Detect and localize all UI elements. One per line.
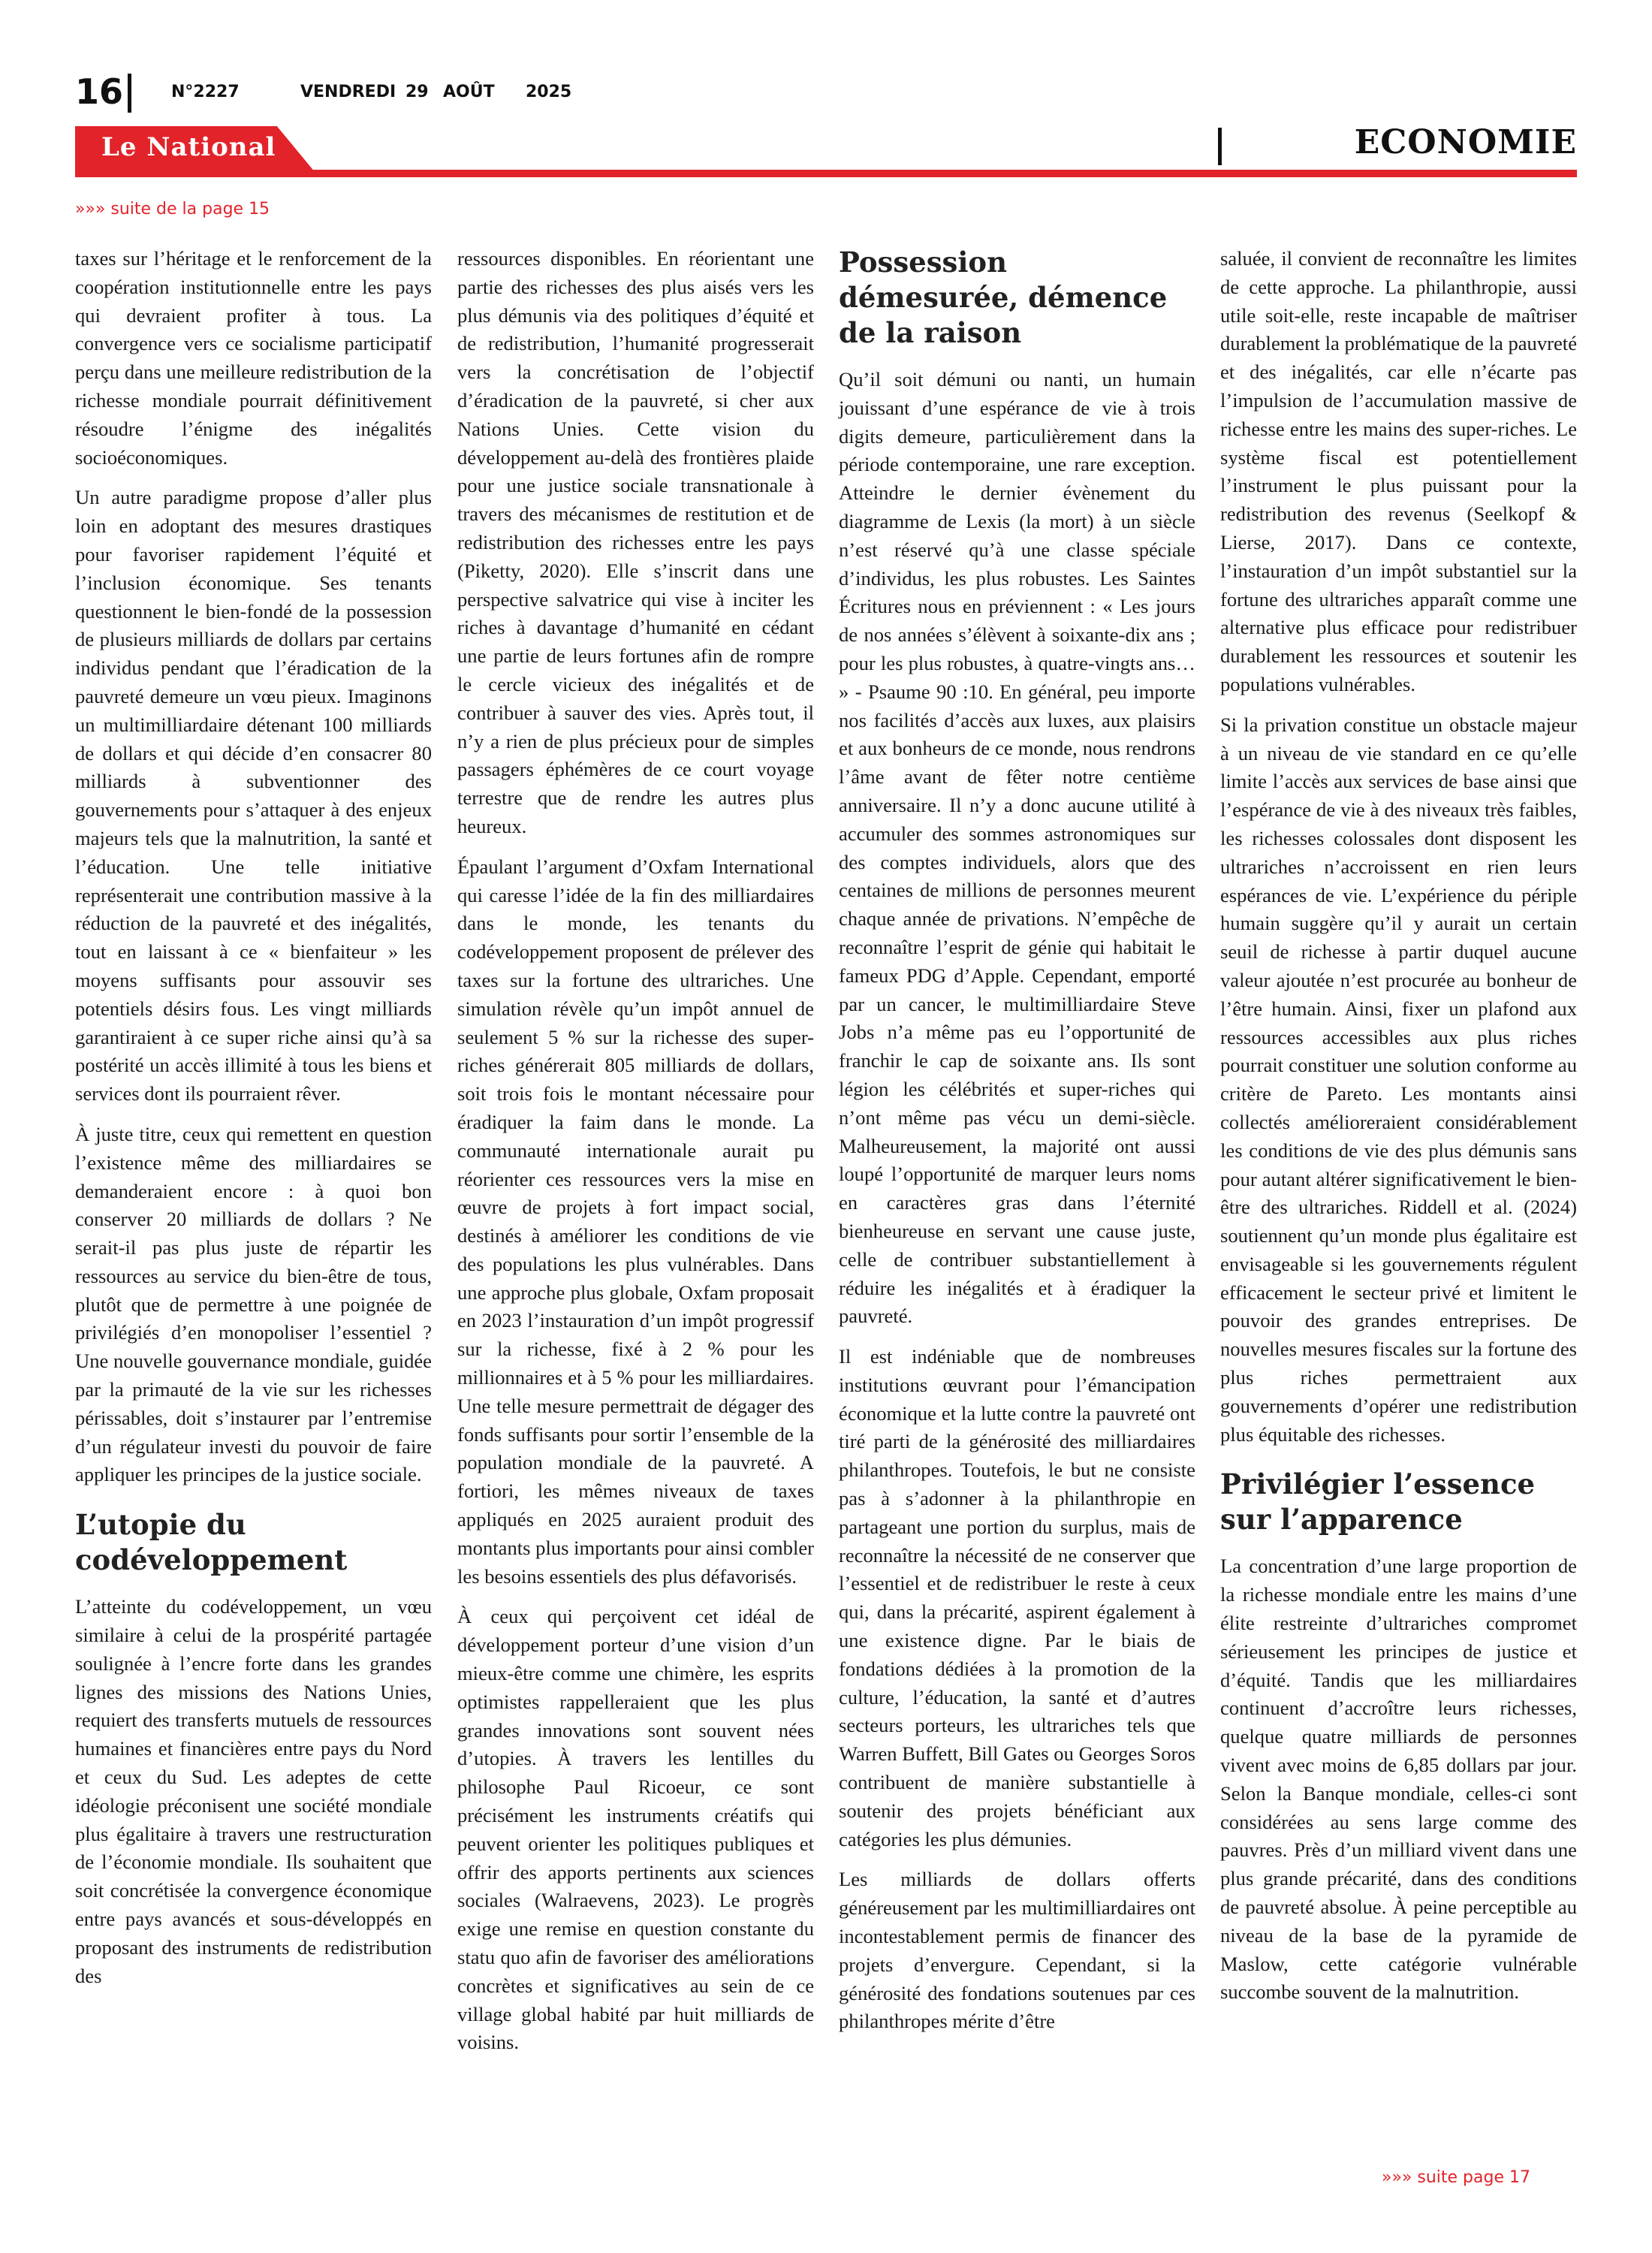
issue-number: N°2227 [171,83,240,101]
paragraph: Les milliards de dollars offerts généreusement par les multimilliardaires ont incontestablement permis de financer des projets d’envergure. Cependant, si la générosité des fondations soutenues par ces philanthropes mérite d’être [839,1868,1195,2033]
page-number-divider [128,74,131,113]
paragraph: Qu’il soit démuni ou nanti, un humain jouissant d’une espérance de vie à trois digits demeure, particulièrement dans la période contemporaine, une rare exception. Atteindre le dernier évènement du diagramme de Lexis (la mort) à un siècle n’est réservé qu’à une classe spéciale d’individus, les plus robustes. Les Saintes Écritures nous en préviennent : « Les jours de nos années s’élèvent à soixante-dix ans ; pour les plus robustes, à quatre-vingts ans… » - Psaume 90 :10. En général, peu importe nos facilités d’accès aux luxes, aux plaisirs et aux bonheurs de ce monde, nous rendrons l’âme avant de fêter notre centième anniversaire. Il n’y a donc aucune utilité à accumuler des sommes astronomiques sur des comptes individuels, alors que des centaines de millions de personnes meurent chaque année de privations. N’empêche de reconnaître l’esprit de génie qui habitait le fameux PDG d’Apple. Cependant, emporté par un cancer, le multimilliardaire Steve Jobs n’a même pas eu l’opportunité de franchir le cap de soixante ans. Ils sont légion les célébrités et super-riches qui n’ont même pas vécu un demi-siècle. Malheureusement, la majorité ont aussi loupé l’opportunité de marquer leurs noms en caractères gras dans l’éternité bienheureuse en servant une cause juste, celle de contribuer substantiellement à réduire les inégalités et à éradiquer la pauvreté. [839,368,1195,1328]
continued-next-link[interactable]: »»» suite page 17 [1382,2168,1530,2187]
article-column-4 [1220,245,1577,2019]
header-rule [75,170,1577,177]
header-meta [75,69,1577,114]
paragraph: ressources disponibles. En réorientant une partie des richesses des plus aisés vers les plus démunis via des politiques d’équité et de redistribution, l’humanité progresserait vers la concrétisation de l’objectif d’éradication de la pauvreté, si cher aux Nations Unies. Cette vision du développement au-delà des frontières plaide pour une justice sociale transnationale à travers des mécanismes de restitution et de redistribution des richesses entre les pays (Piketty, 2020). Elle s’inscrit dans une perspective salvatrice qui vise à inciter les riches à davantage d’humanité en cédant une partie de leurs fortunes afin de rompre le cercle vicieux des inégalités et de contribuer à sauver des vies. Après tout, il n’y a rien de plus précieux pour de simples passagers éphémères de ce court voyage terrestre que de rendre les autres plus heureux. [457,247,814,837]
article-column-3 [839,245,1195,2048]
paragraph: La concentration d’une large proportion de la richesse mondiale entre les mains d’une élite restreinte d’ultrariches compromet sérieusement les principes de justice et d’équité. Tandis que les milliardaires continuent d’accroître leurs richesses, quelque quatre milliards de personnes vivent avec moins de 6,85 dollars par jour. Selon la Banque mondiale, celles-ci sont considérées au sens large comme des pauvres. Près d’un milliard vivent dans une plus grande précarité, dans des conditions de pauvreté absolue. À peine perceptible au niveau de la base de la pyramide de Maslow, cette catégorie vulnérable succombe souvent de la malnutrition. [1220,1555,1577,2004]
page-number: 16 [75,71,124,112]
paragraph: À ceux qui perçoivent cet idéal de développement porteur d’une vision d’un mieux-être comme une chimère, les esprits optimistes rappelleraient que les plus grandes innovations sont souvent nées d’utopies. À travers les lentilles du philosophe Paul Ricoeur, ce sont précisément les instruments créatifs qui peuvent orienter les politiques publiques et offrir des apports pertinents aux sciences sociales (Walraevens, 2023). Le progrès exige une remise en question constante du statu quo afin de favoriser des améliorations concrètes et significatives au sein de ce village global habité par huit milliards de voisins. [457,1605,814,2054]
paragraph: L’atteinte du codéveloppement, un vœu similaire à celui de la prospérité partagée soulignée à l’encre forte dans les grandes lignes des missions des Nations Unies, requiert des transferts mutuels de ressources humaines et financières entre pays du Nord et ceux du Sud. Les adeptes de cette idéologie préconisent une société mondiale plus égalitaire à travers une restructuration de l’économie mondiale. Ils souhaitent que soit concrétisée la convergence économique entre pays avancés et sous-développés en proposant des instruments de redistribution des [75,1595,432,1987]
section-title: ECONOMIE [1354,123,1577,161]
article-column-2 [457,245,814,2069]
newspaper-brand: Le National [101,132,276,162]
paragraph: À juste titre, ceux qui remettent en question l’existence même des milliardaires se demanderaient encore : à quoi bon conserver 20 milliards de dollars ? Ne serait-il pas plus juste de répartir les ressources au service du bien-être de tous, plutôt que de permettre à une poignée de privilégiés d’en monopoliser l’essentiel ? Une nouvelle gouvernance mondiale, guidée par la primauté de la vie sur les richesses périssables, doit s’instaurer par l’entremise d’un régulateur investi du pouvoir de faire appliquer les principes de la justice sociale. [75,1122,432,1486]
issue-day: 29 [405,83,429,101]
issue-month: AOÛT [443,83,495,101]
paragraph: taxes sur l’héritage et le renforcement de la coopération institutionnelle entre les pays qui devraient profiter à tous. La convergence vers ce socialisme participatif perçu dans une meilleure redistribution de la richesse mondiale pourrait définitivement résoudre l’énigme des inégalités socioéconomiques. [75,247,432,469]
section-divider [1218,128,1222,165]
issue-weekday: VENDREDI [300,83,396,101]
subheading-codeveloppement: L’utopie du codéveloppement [75,1508,348,1577]
subheading-essence: Privilégier l’essence sur l’apparence [1220,1467,1536,1537]
paragraph: saluée, il convient de reconnaître les limites de cette approche. La philanthropie, aussi utile soit-elle, reste incapable de maîtriser durablement la problématique de la pauvreté et des inégalités, car elle n’écarte pas l’impulsion de l’accumulation massive de richesse entre les mains des super-riches. Le système fiscal est potentiellement l’instrument le plus puissant pour la redistribution des revenus (Seelkopf & Lierse, 2017). Dans ce contexte, l’instauration d’un impôt substantiel sur la fortune des ultrariches apparaît comme une alternative plus efficace pour redistribuer durablement les ressources et soutenir les populations vulnérables. [1220,247,1577,695]
paragraph: Épaulant l’argument d’Oxfam International qui caresse l’idée de la fin des milliardaires dans le monde, les tenants du codéveloppement proposent de prélever des taxes sur la fortune des ultrariches. Une simulation révèle qu’un impôt annuel de seulement 5 % sur la richesse des super-riches générerait 805 milliards de dollars, soit trois fois le montant nécessaire pour éradiquer la faim dans le monde. La communauté internationale aurait pu réorienter ces ressources vers la mise en œuvre de projets à fort impact social, destinés à améliorer les conditions de vie des populations les plus vulnérables. Dans une approche plus globale, Oxfam proposait en 2023 l’instauration d’un impôt progressif sur la richesse, fixé à 2 % pour les millionnaires et à 5 % pour les milliardaires. Une telle mesure permettrait de dégager des fonds suffisants pour sortir l’ensemble de la population mondiale de la pauvreté. A fortiori, les mêmes niveaux de taxes appliqués en 2025 auraient produit des montants plus importants pour ainsi combler les besoins essentiels des plus défavorisés. [457,855,814,1588]
paragraph: Un autre paradigme propose d’aller plus loin en adoptant des mesures drastiques pour favoriser rapidement l’équité et l’inclusion économique. Ses tenants questionnent le bien-fondé de la possession de plusieurs milliards de dollars par certains individus pendant que l’éradication de la pauvreté demeure un vœu pieux. Imaginons un multimilliardaire détenant 100 milliards de dollars et qui décide d’en consacrer 80 milliards à subventionner des gouvernements pour s’attaquer à des enjeux majeurs tels que la malnutrition, la santé et l’éducation. Une telle initiative représenterait une contribution massive à la réduction de la pauvreté et des inégalités, tout en laissant à ce « bienfaiteur » les moyens suffisants pour assouvir ses potentiels désirs fous. Les vingt milliards garantiraient à ce super riche ainsi qu’à sa postérité un accès illimité à tous les biens et services dont ils pourraient rêver. [75,486,432,1105]
issue-year: 2025 [526,83,572,101]
article-column-1 [75,245,432,2002]
paragraph: Si la privation constitue un obstacle majeur à un niveau de vie standard en ce qu’elle limite l’accès aux services de base ainsi que l’espérance de vie à des niveaux très faibles, les richesses colossales dont disposent les ultrariches n’accroissent en rien leurs espérances de vie. L’expérience du périple humain suggère qu’il y aurait un certain seuil de richesse à partir duquel aucune valeur ajoutée n’est procurée au bonheur de l’être humain. Ainsi, fixer un plafond aux ressources accessibles aux plus riches pourrait constituer une solution conforme au critère de Pareto. Les montants ainsi collectés amélioreraient considérablement les conditions de vie des plus démunis sans pour autant altérer significativement le bien-être des ultrariches. Riddell et al. (2024) soutiennent qu’un monde plus égalitaire est envisageable si les gouvernements régulent efficacement le secteur privé et limitent le pouvoir des grandes entreprises. De nouvelles mesures fiscales sur la fortune des plus riches permettraient aux gouvernements d’opérer une redistribution plus équitable des richesses. [1220,713,1577,1446]
paragraph: Il est indéniable que de nombreuses institutions œuvrant pour l’émancipation économique et la lutte contre la pauvreté ont tiré parti de la générosité des milliardaires philanthropes. Toutefois, le but ne consiste pas à s’adonner à la philanthropie en partageant une portion du surplus, mais de reconnaître la nécessité de ne conserver que l’essentiel et de redistribuer le reste à ceux qui, dans la précarité, aspirent également à une existence digne. Par le biais de fondations dédiées à la promotion de la culture, l’éducation, la santé et d’autres secteurs porteurs, les ultrariches tels que Warren Buffett, Bill Gates ou Georges Soros contribuent de manière substantielle à soutenir des projets bénéficiant aux catégories les plus démunies. [839,1345,1195,1850]
continued-from-link[interactable]: »»» suite de la page 15 [75,200,270,219]
subheading-possession: Possession démesurée, démence de la raison [839,246,1168,349]
